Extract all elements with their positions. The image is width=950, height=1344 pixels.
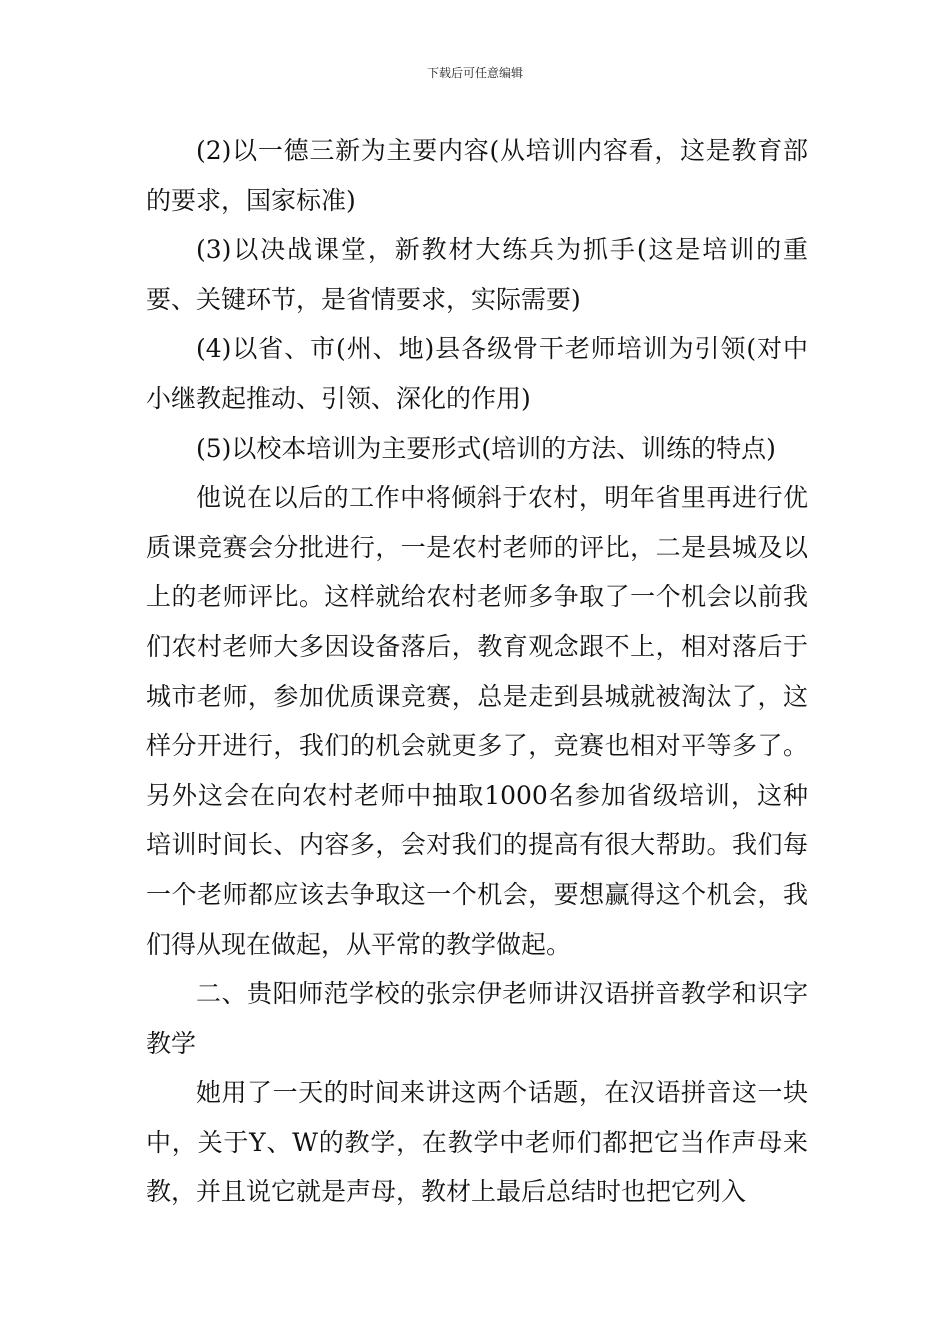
section-heading-two: 二、贵阳师范学校的张宗伊老师讲汉语拼音教学和识字教学 [146, 979, 808, 1058]
paragraph-rural-teachers: 他说在以后的工作中将倾斜于农村，明年省里再进行优质课竞赛会分批进行，一是农村老师的评比，二是县城及以上的老师评比。这样就给农村老师多争取了一个机会以前我们农村老师大多因设备落后，教育观念跟不上，相对落后于城市老师，参加优质课竞赛，总是走到县城就被淘汰了，这样分开进行，我们的机会就更多了，竞赛也相对平等多了。另外这会在向农村老师中抽取1000名参加省级培训，这种培训时间长、内容多，会对我们的提高有很大帮助。我们每一个老师都应该去争取这一个机会，要想赢得这个机会，我们得从现在做起，从平常的教学做起。 [146, 483, 808, 959]
paragraph-point-5: (5)以校本培训为主要形式(培训的方法、训练的特点) [196, 433, 776, 463]
paragraph-pinyin-teaching: 她用了一天的时间来讲这两个话题，在汉语拼音这一块中，关于Y、W的教学，在教学中老师们都把它当作声母来教，并且说它就是声母，教材上最后总结时也把它列入 [146, 1078, 808, 1207]
page-header: 下载后可任意编辑 [426, 66, 523, 80]
paragraph-point-3: (3)以决战课堂，新教材大练兵为抓手(这是培训的重要、关键环节，是省情要求，实际需要) [146, 235, 808, 314]
paragraph-point-4: (4)以省、市(州、地)县各级骨干老师培训为引领(对中小继教起推动、引领、深化的作用) [146, 334, 808, 413]
document-body [146, 126, 808, 1217]
paragraph-point-2: (2)以一德三新为主要内容(从培训内容看，这是教育部的要求，国家标准) [146, 136, 808, 215]
